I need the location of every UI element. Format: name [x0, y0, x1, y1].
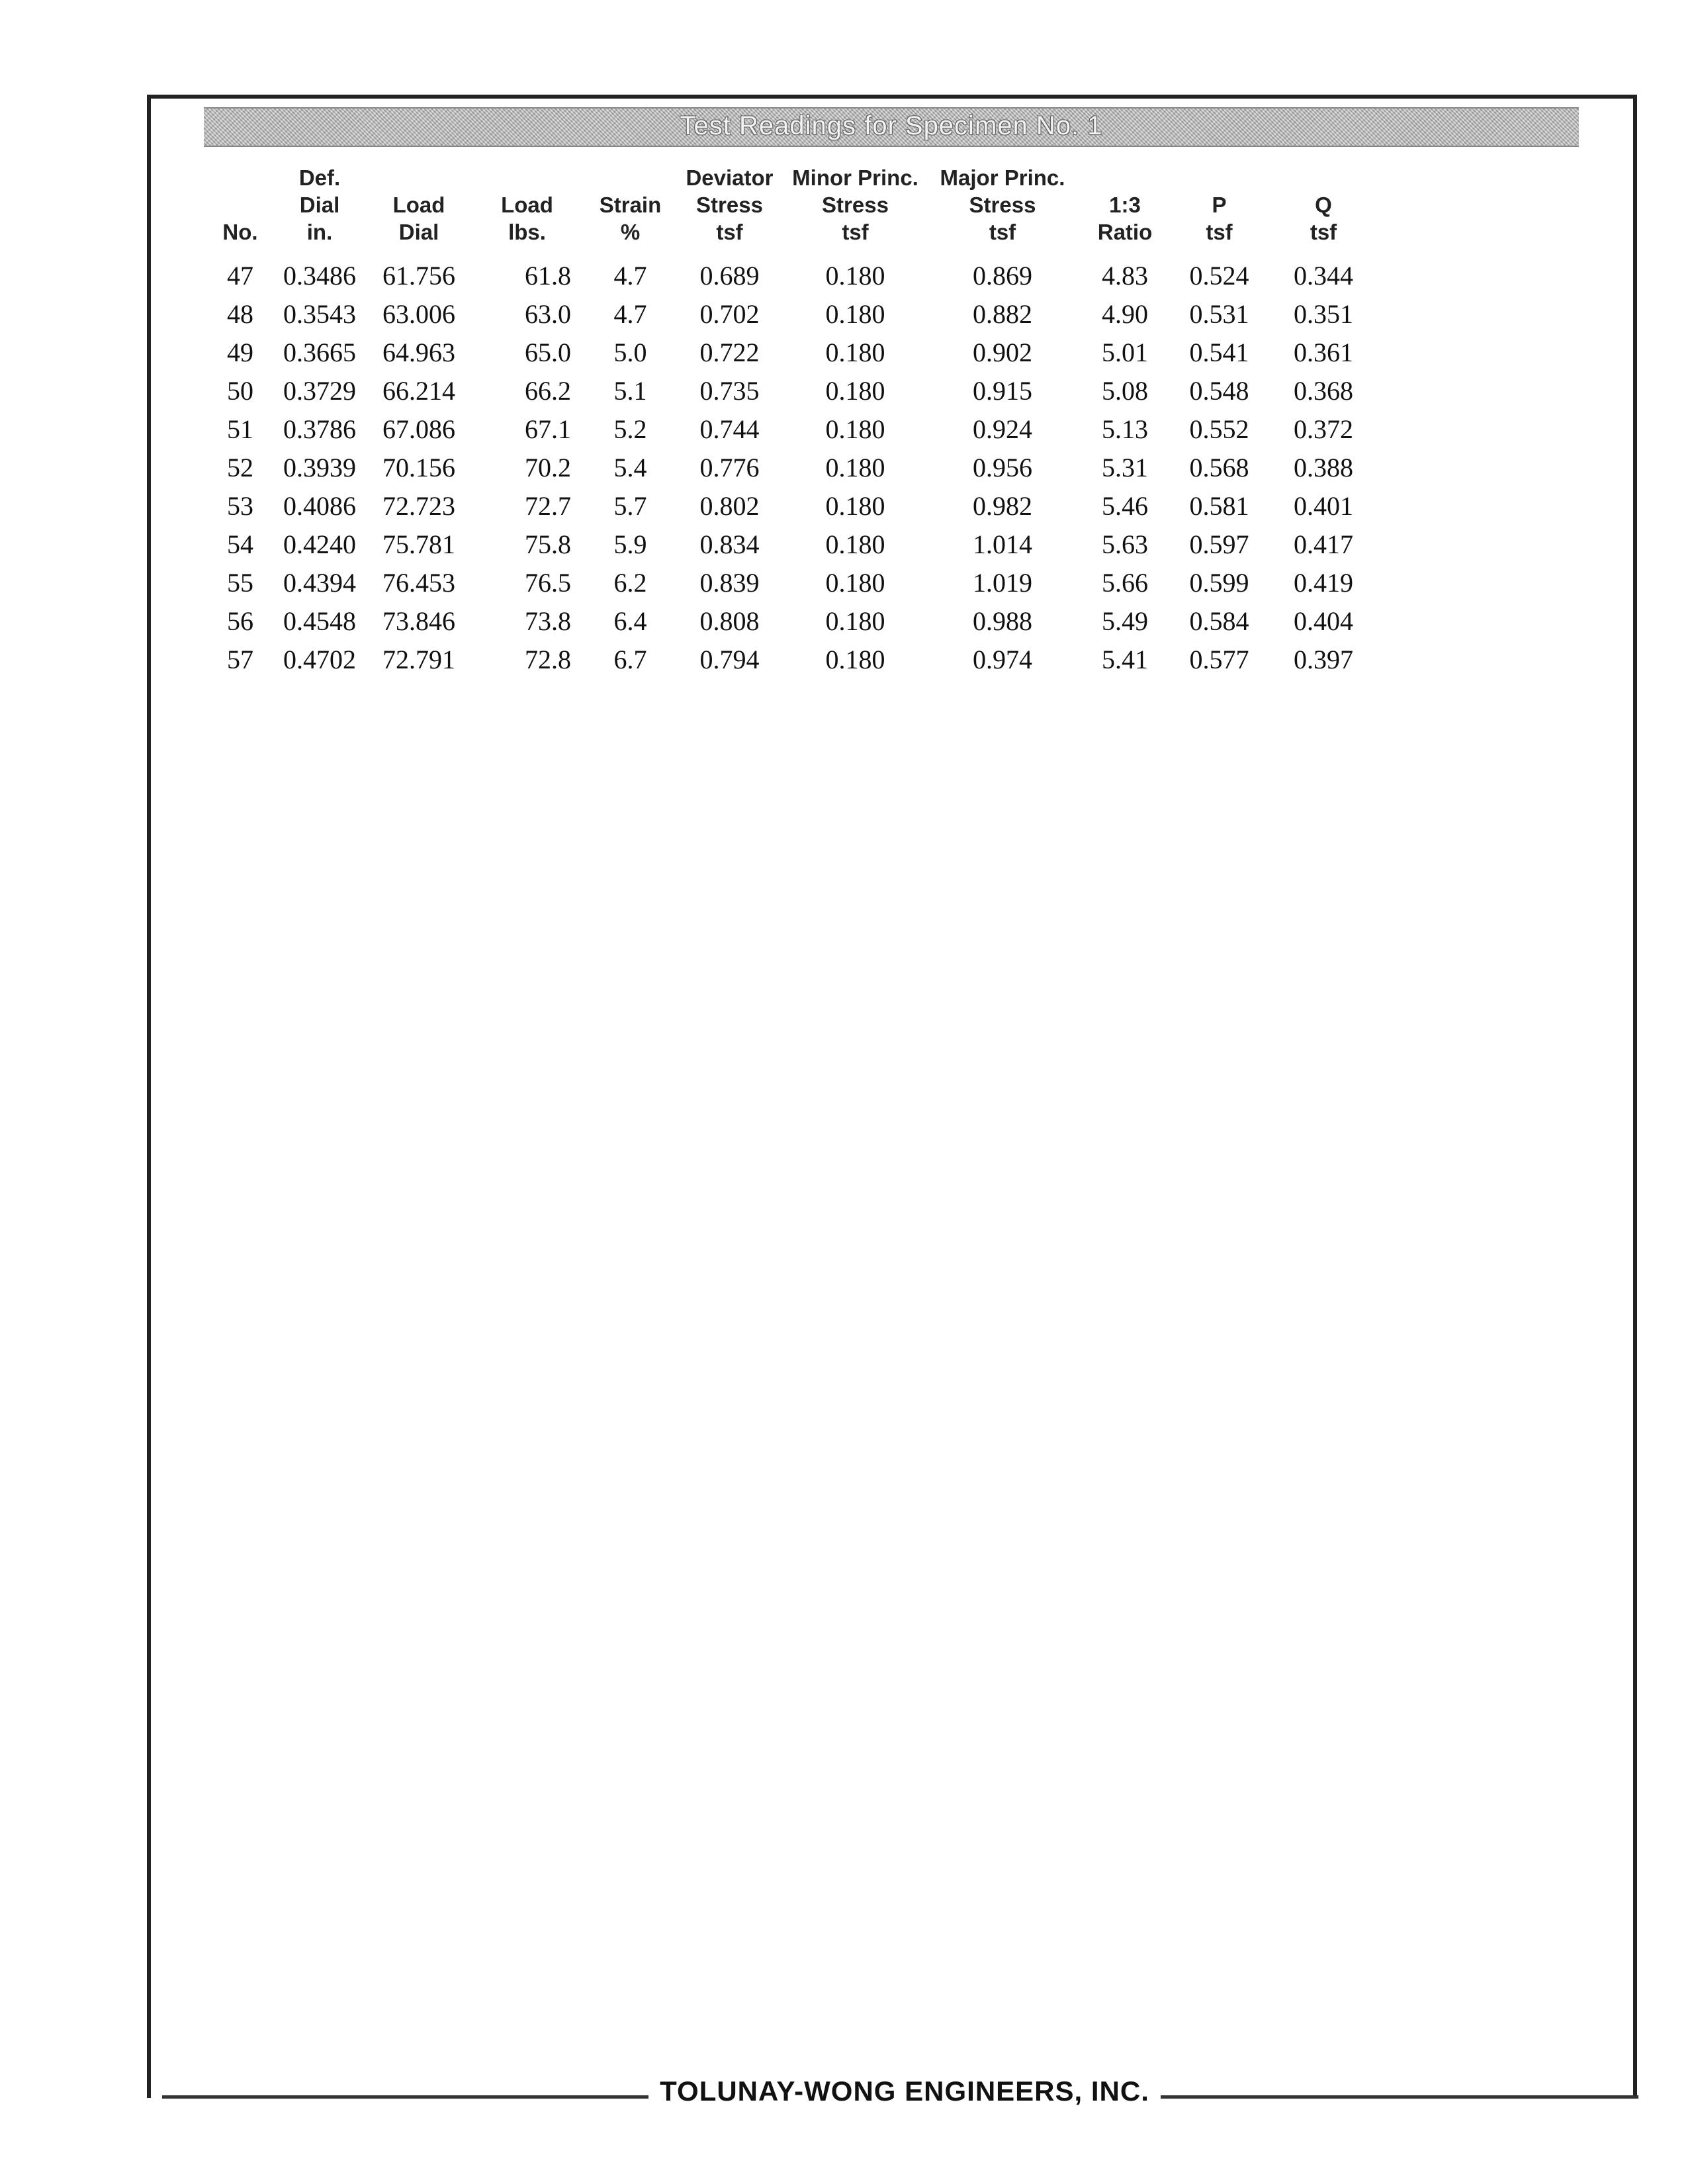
column-header-p: P tsf [1206, 193, 1233, 244]
cell-ratio: 5.46 [1102, 490, 1148, 521]
cell-no: 56 [227, 606, 253, 636]
cell-major-princ-stress: 0.974 [973, 644, 1032, 674]
readings-table-body [210, 256, 1380, 678]
cell-major-princ-stress: 0.915 [973, 375, 1032, 406]
footer-company-name: TOLUNAY-WONG ENGINEERS, INC. [660, 2075, 1149, 2107]
cell-q: 0.417 [1294, 529, 1353, 559]
cell-load-dial: 70.156 [382, 452, 455, 482]
cell-deviator-stress: 0.794 [699, 644, 760, 674]
cell-load-lbs: 67.1 [525, 414, 571, 444]
cell-strain: 5.9 [613, 529, 647, 559]
cell-minor-princ-stress: 0.180 [825, 260, 885, 291]
cell-no: 54 [227, 529, 253, 559]
cell-load-dial: 72.791 [382, 644, 455, 674]
cell-no: 49 [227, 337, 253, 367]
cell-major-princ-stress: 0.882 [973, 298, 1032, 329]
cell-load-lbs: 75.8 [525, 529, 571, 559]
cell-major-princ-stress: 0.988 [973, 606, 1032, 636]
column-header-strain: Strain % [599, 193, 662, 244]
cell-q: 0.372 [1294, 414, 1353, 444]
cell-load-dial: 73.846 [382, 606, 455, 636]
cell-ratio: 5.08 [1102, 375, 1148, 406]
cell-minor-princ-stress: 0.180 [825, 529, 885, 559]
cell-def-dial: 0.4086 [283, 490, 356, 521]
cell-p: 0.524 [1189, 260, 1249, 291]
column-header-major-princ-stress: Major Princ. Stress tsf [940, 165, 1065, 244]
cell-load-dial: 67.086 [382, 414, 455, 444]
cell-ratio: 5.49 [1102, 606, 1148, 636]
cell-major-princ-stress: 0.982 [973, 490, 1032, 521]
cell-minor-princ-stress: 0.180 [825, 452, 885, 482]
cell-minor-princ-stress: 0.180 [825, 337, 885, 367]
column-header-def-dial: Def. Dial in. [298, 165, 341, 244]
cell-ratio: 4.83 [1102, 260, 1148, 291]
table-row [210, 371, 1380, 410]
cell-minor-princ-stress: 0.180 [825, 490, 885, 521]
cell-q: 0.419 [1294, 567, 1353, 598]
cell-strain: 6.7 [613, 644, 647, 674]
cell-p: 0.599 [1189, 567, 1249, 598]
column-header-ratio: 1:3 Ratio [1097, 193, 1153, 244]
cell-minor-princ-stress: 0.180 [825, 414, 885, 444]
cell-deviator-stress: 0.834 [699, 529, 760, 559]
cell-deviator-stress: 0.808 [699, 606, 760, 636]
cell-load-lbs: 65.0 [525, 337, 571, 367]
cell-p: 0.577 [1189, 644, 1249, 674]
cell-minor-princ-stress: 0.180 [825, 606, 885, 636]
cell-no: 51 [227, 414, 253, 444]
column-header-no: No. [222, 220, 258, 244]
cell-deviator-stress: 0.735 [699, 375, 760, 406]
table-row [210, 640, 1380, 678]
cell-load-lbs: 63.0 [525, 298, 571, 329]
cell-def-dial: 0.3665 [283, 337, 356, 367]
cell-strain: 4.7 [613, 298, 647, 329]
cell-strain: 5.1 [613, 375, 647, 406]
cell-deviator-stress: 0.802 [699, 490, 760, 521]
cell-q: 0.361 [1294, 337, 1353, 367]
table-row [210, 333, 1380, 371]
cell-load-dial: 75.781 [382, 529, 455, 559]
cell-major-princ-stress: 0.924 [973, 414, 1032, 444]
table-row [210, 410, 1380, 448]
cell-no: 57 [227, 644, 253, 674]
cell-load-lbs: 61.8 [525, 260, 571, 291]
cell-p: 0.541 [1189, 337, 1249, 367]
cell-ratio: 5.31 [1102, 452, 1148, 482]
cell-major-princ-stress: 1.014 [973, 529, 1032, 559]
cell-p: 0.568 [1189, 452, 1249, 482]
cell-load-dial: 64.963 [382, 337, 455, 367]
cell-def-dial: 0.3786 [283, 414, 356, 444]
cell-q: 0.368 [1294, 375, 1353, 406]
cell-load-lbs: 72.7 [525, 490, 571, 521]
column-header-load-dial: Load Dial [392, 193, 445, 244]
cell-q: 0.351 [1294, 298, 1353, 329]
cell-minor-princ-stress: 0.180 [825, 375, 885, 406]
cell-strain: 6.2 [613, 567, 647, 598]
cell-deviator-stress: 0.689 [699, 260, 760, 291]
cell-def-dial: 0.4548 [283, 606, 356, 636]
cell-def-dial: 0.4394 [283, 567, 356, 598]
cell-p: 0.531 [1189, 298, 1249, 329]
table-row [210, 256, 1380, 295]
cell-no: 47 [227, 260, 253, 291]
cell-load-lbs: 72.8 [525, 644, 571, 674]
cell-load-lbs: 76.5 [525, 567, 571, 598]
cell-def-dial: 0.3543 [283, 298, 356, 329]
cell-strain: 5.7 [613, 490, 647, 521]
cell-no: 55 [227, 567, 253, 598]
readings-table [210, 164, 1380, 678]
cell-ratio: 5.63 [1102, 529, 1148, 559]
cell-no: 48 [227, 298, 253, 329]
footer-rule-right [1161, 2095, 1638, 2099]
cell-def-dial: 0.3939 [283, 452, 356, 482]
table-row [210, 486, 1380, 525]
cell-deviator-stress: 0.722 [699, 337, 760, 367]
cell-load-dial: 76.453 [382, 567, 455, 598]
cell-strain: 5.0 [613, 337, 647, 367]
footer-rule-left [162, 2095, 648, 2099]
cell-q: 0.404 [1294, 606, 1353, 636]
cell-ratio: 5.66 [1102, 567, 1148, 598]
cell-load-dial: 66.214 [382, 375, 455, 406]
column-header-load-lbs: Load lbs. [501, 193, 553, 244]
cell-major-princ-stress: 0.902 [973, 337, 1032, 367]
cell-strain: 6.4 [613, 606, 647, 636]
cell-ratio: 5.01 [1102, 337, 1148, 367]
cell-p: 0.552 [1189, 414, 1249, 444]
cell-load-dial: 63.006 [382, 298, 455, 329]
cell-deviator-stress: 0.744 [699, 414, 760, 444]
cell-q: 0.344 [1294, 260, 1353, 291]
cell-ratio: 5.13 [1102, 414, 1148, 444]
cell-minor-princ-stress: 0.180 [825, 644, 885, 674]
table-header-row [210, 164, 1380, 256]
cell-q: 0.388 [1294, 452, 1353, 482]
table-row [210, 525, 1380, 563]
cell-load-lbs: 70.2 [525, 452, 571, 482]
cell-def-dial: 0.3486 [283, 260, 356, 291]
cell-no: 50 [227, 375, 253, 406]
cell-def-dial: 0.4702 [283, 644, 356, 674]
cell-major-princ-stress: 0.956 [973, 452, 1032, 482]
table-row [210, 563, 1380, 602]
cell-strain: 5.4 [613, 452, 647, 482]
page-title: Test Readings for Specimen No. 1 [680, 111, 1103, 140]
table-row [210, 448, 1380, 486]
cell-q: 0.397 [1294, 644, 1353, 674]
cell-no: 53 [227, 490, 253, 521]
cell-p: 0.597 [1189, 529, 1249, 559]
cell-def-dial: 0.3729 [283, 375, 356, 406]
column-header-minor-princ-stress: Minor Princ. Stress tsf [792, 165, 918, 244]
cell-p: 0.548 [1189, 375, 1249, 406]
cell-load-lbs: 73.8 [525, 606, 571, 636]
cell-load-dial: 72.723 [382, 490, 455, 521]
cell-load-lbs: 66.2 [525, 375, 571, 406]
cell-ratio: 5.41 [1102, 644, 1148, 674]
cell-deviator-stress: 0.776 [699, 452, 760, 482]
cell-p: 0.581 [1189, 490, 1249, 521]
cell-ratio: 4.90 [1102, 298, 1148, 329]
table-row [210, 602, 1380, 640]
cell-strain: 5.2 [613, 414, 647, 444]
cell-def-dial: 0.4240 [283, 529, 356, 559]
cell-strain: 4.7 [613, 260, 647, 291]
cell-major-princ-stress: 1.019 [973, 567, 1032, 598]
cell-deviator-stress: 0.702 [699, 298, 760, 329]
cell-no: 52 [227, 452, 253, 482]
column-header-q: Q tsf [1310, 193, 1337, 244]
title-banner [204, 107, 1579, 147]
cell-major-princ-stress: 0.869 [973, 260, 1032, 291]
cell-p: 0.584 [1189, 606, 1249, 636]
cell-load-dial: 61.756 [382, 260, 455, 291]
cell-minor-princ-stress: 0.180 [825, 567, 885, 598]
table-row [210, 295, 1380, 333]
cell-minor-princ-stress: 0.180 [825, 298, 885, 329]
column-header-deviator-stress: Deviator Stress tsf [686, 165, 774, 244]
cell-deviator-stress: 0.839 [699, 567, 760, 598]
cell-q: 0.401 [1294, 490, 1353, 521]
